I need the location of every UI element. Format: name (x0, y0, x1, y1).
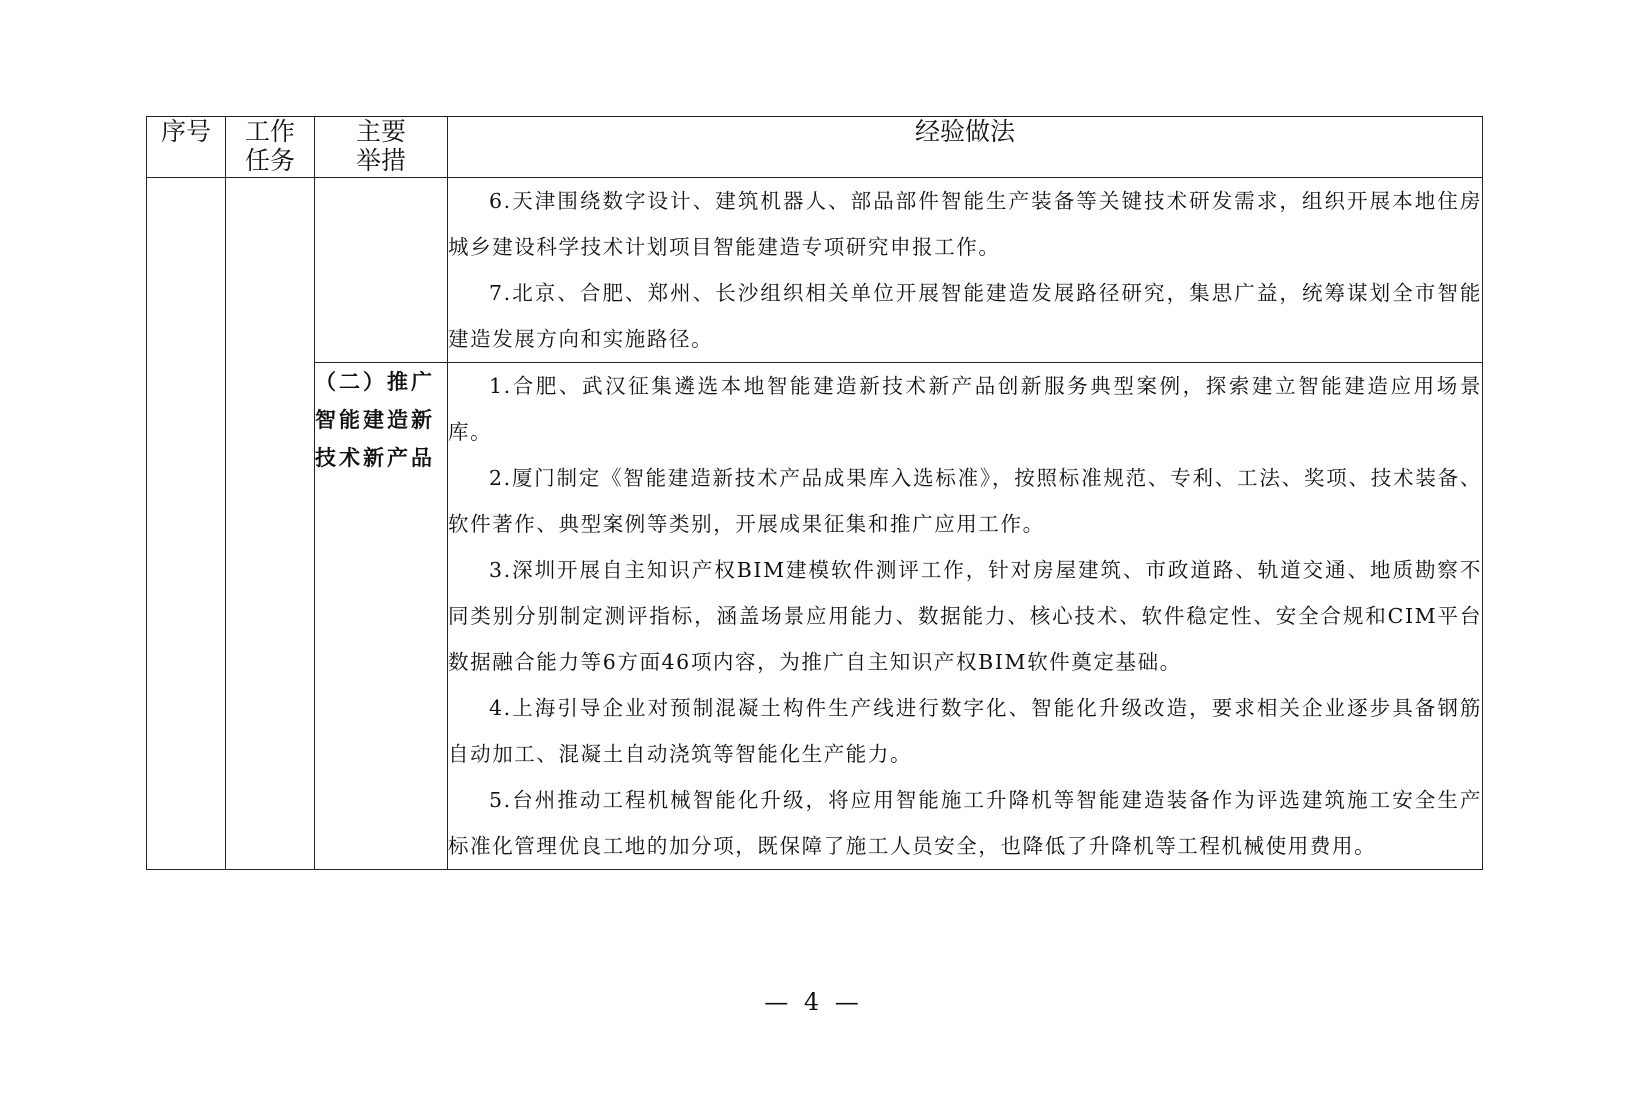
practice-item: 6.天津围绕数字设计、建筑机器人、部品部件智能生产装备等关键技术研发需求，组织开展本地住房城乡建设科学技术计划项目智能建造专项研究申报工作。 (448, 189, 1482, 259)
header-practice: 经验做法 (448, 117, 1483, 178)
practice-item: 2.厦门制定《智能建造新技术产品成果库入选标准》，按照标准规范、专利、工法、奖项、技术装备、软件著作、典型案例等类别，开展成果征集和推广应用工作。 (448, 466, 1482, 536)
header-task-line-2: 任务 (244, 146, 295, 175)
experience-table (146, 116, 1483, 870)
page-number: — 4 — (764, 988, 863, 1016)
practice-cell-promote (448, 363, 1483, 870)
header-seq: 序号 (147, 117, 226, 178)
task-cell (226, 178, 315, 870)
practice-item: 4.上海引导企业对预制混凝土构件生产线进行数字化、智能化升级改造，要求相关企业逐步具备钢筋自动加工、混凝土自动浇筑等智能化生产能力。 (448, 696, 1482, 766)
practice-cell-prev (448, 178, 1483, 363)
practice-item: 3.深圳开展自主知识产权BIM建模软件测评工作，针对房屋建筑、市政道路、轨道交通、地质勘察不同类别分别制定测评指标，涵盖场景应用能力、数据能力、核心技术、软件稳定性、安全合规和CIM平台数据融合能力等6方面46项内容，为推广自主知识产权BIM软件奠定基础。 (448, 558, 1482, 674)
header-measure-line-2: 举措 (355, 146, 406, 175)
practice-item: 7.北京、合肥、郑州、长沙组织相关单位开展智能建造发展路径研究，集思广益，统筹谋划全市智能建造发展方向和实施路径。 (448, 281, 1482, 351)
header-task-line-1: 工作 (244, 117, 295, 146)
seq-cell (147, 178, 226, 870)
header-task (226, 117, 315, 178)
measure-cell-promote: （二）推广智能建造新技术新产品 (315, 363, 448, 870)
header-measure-line-1: 主要 (355, 117, 406, 146)
table-row (147, 363, 1483, 870)
table-row (147, 178, 1483, 363)
header-measure (315, 117, 448, 178)
practice-item: 1.合肥、武汉征集遴选本地智能建造新技术新产品创新服务典型案例，探索建立智能建造应用场景库。 (448, 374, 1482, 444)
measure-cell-prev (315, 178, 448, 363)
practice-item: 5.台州推动工程机械智能化升级，将应用智能施工升降机等智能建造装备作为评选建筑施工安全生产标准化管理优良工地的加分项，既保障了施工人员安全，也降低了升降机等工程机械使用费用。 (448, 788, 1482, 858)
table-header-row (147, 117, 1483, 178)
